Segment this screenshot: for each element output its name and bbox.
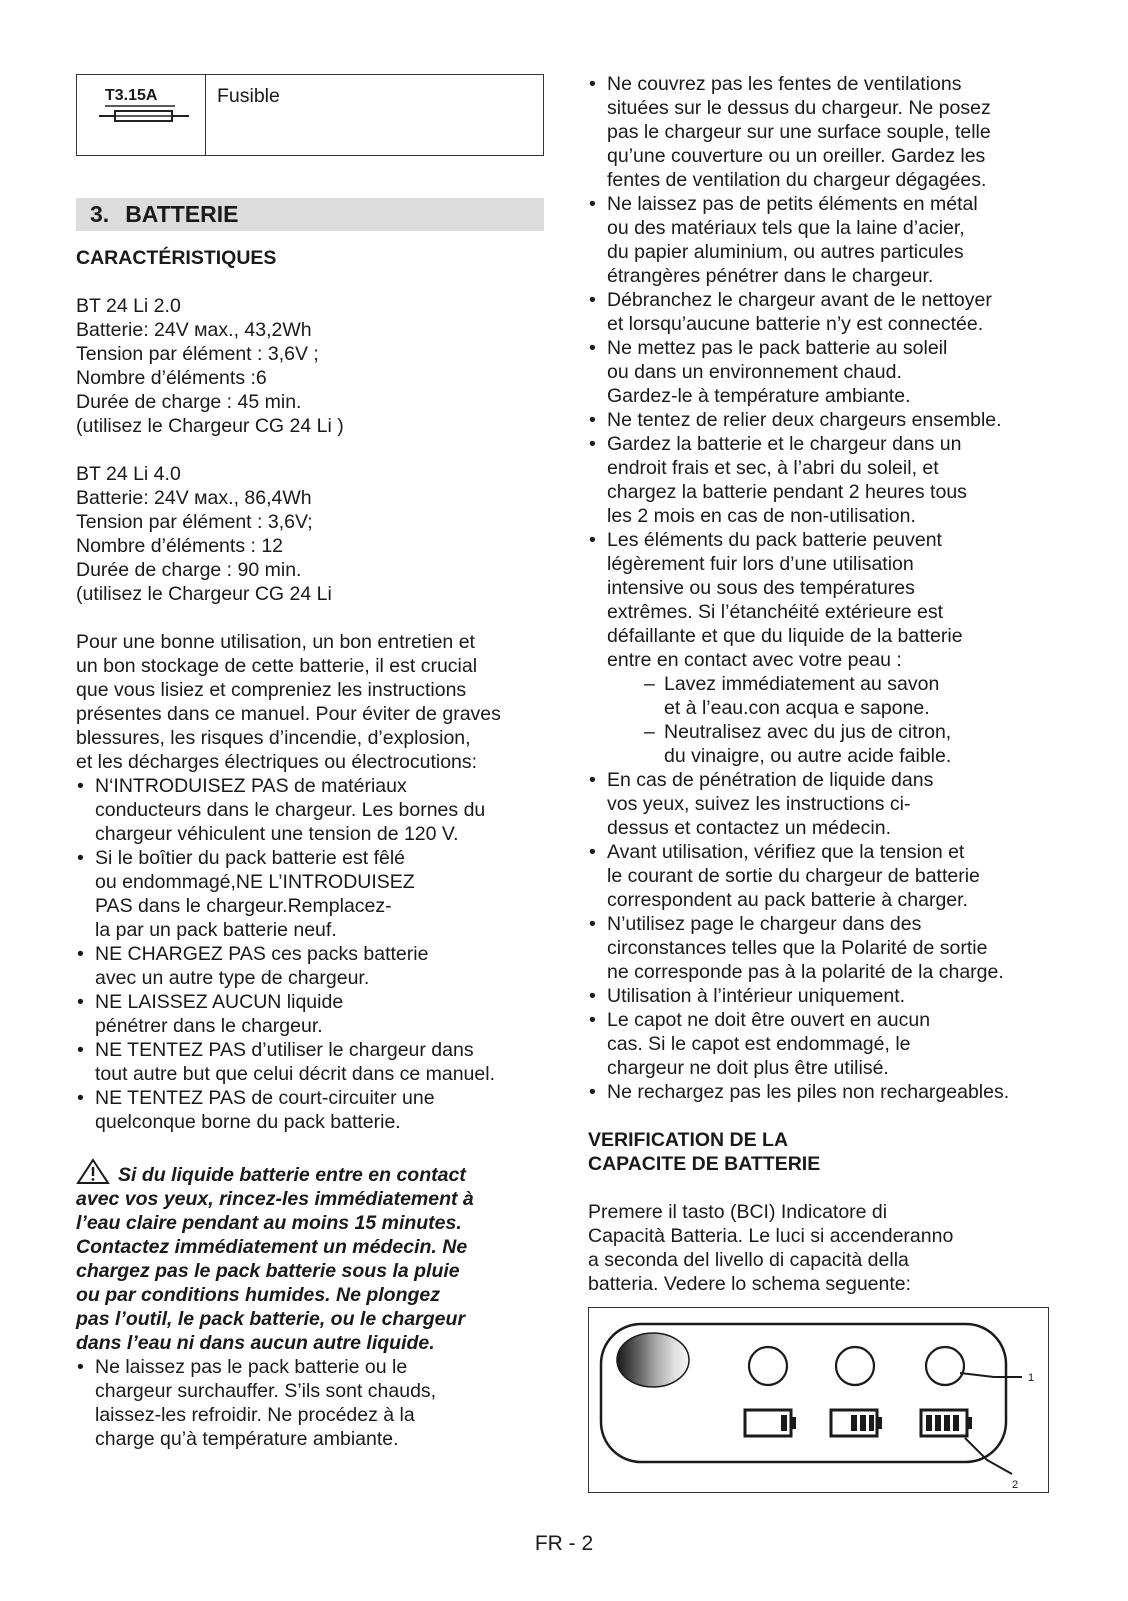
heading-line: CAPACITE DE BATTERIE	[588, 1153, 821, 1175]
right-column	[588, 72, 1058, 1493]
bci-button-icon	[617, 1333, 689, 1387]
text-line: ne corresponde pas à la polarité de la charge.	[607, 961, 1004, 983]
text-line: cas. Si le capot est endommagé, le	[607, 1033, 911, 1055]
text-line: qu’une couverture ou un oreiller. Gardez les	[607, 145, 986, 167]
list-item	[588, 768, 1058, 840]
spec-line: BT 24 Li 4.0	[76, 463, 181, 485]
list-item	[76, 1086, 544, 1134]
text-line: • Ne mettez pas le pack batterie au soleil	[607, 337, 948, 359]
text-line: circonstances telles que la Polarité de sortie	[607, 937, 988, 959]
list-item	[588, 1080, 1058, 1104]
text-line: • Ne laissez pas de petits éléments en métal	[607, 193, 978, 215]
warning-line: chargez pas le pack batterie sous la pluie	[76, 1260, 460, 1282]
dash-list	[607, 672, 1058, 768]
warning-line: dans l’eau ni dans aucun autre liquide.	[76, 1332, 435, 1354]
heading-line: VERIFICATION DE LA	[588, 1129, 789, 1151]
list-item	[588, 72, 1058, 192]
text-line: Capacità Batteria. Le luci si accenderanno	[588, 1225, 954, 1247]
text-line: • NE TENTEZ PAS d’utiliser le chargeur dans	[95, 1039, 474, 1061]
text-line	[76, 1158, 544, 1187]
spec-line: Durée de charge : 90 min.	[76, 559, 302, 581]
text-line: du vinaigre, ou autre acide faible.	[664, 745, 952, 767]
list-item	[588, 984, 1058, 1008]
text-line: • N‘INTRODUISEZ PAS de matériaux	[95, 775, 407, 797]
text-line: que vous lisiez et compreniez les instructions	[76, 679, 467, 701]
text-line: • Si le boîtier du pack batterie est fêlé	[95, 847, 406, 869]
text-line: • Gardez la batterie et le chargeur dans un	[607, 433, 962, 455]
fuse-table	[76, 74, 544, 156]
text-line: vos yeux, suivez les instructions ci-	[607, 793, 911, 815]
spec-line: BT 24 Li 2.0	[76, 295, 181, 317]
led-icon	[926, 1347, 964, 1385]
intro-paragraph	[76, 630, 544, 774]
warning-line: Si du liquide batterie entre en contact	[118, 1164, 466, 1186]
text-line: • Utilisation à l’intérieur uniquement.	[607, 985, 906, 1007]
text-line: PAS dans le chargeur.Remplacez-	[95, 895, 392, 917]
text-line: ou des matériaux tels que la laine d’acier,	[607, 217, 965, 239]
safety-list-left-2	[76, 1355, 544, 1451]
fuse-code: T3.15A	[105, 87, 158, 104]
text-line: charge qu’à température ambiante.	[95, 1428, 399, 1450]
text-line: la par un pack batterie neuf.	[95, 919, 337, 941]
list-item	[588, 336, 1058, 408]
list-item	[76, 774, 544, 846]
spec-line: Tension par élément : 3,6V;	[76, 511, 313, 533]
list-item	[588, 840, 1058, 912]
text-line: pénétrer dans le chargeur.	[95, 1015, 323, 1037]
verification-text	[588, 1200, 1058, 1296]
led-icon	[836, 1347, 874, 1385]
text-line: et à l’eau.con acqua e sapone.	[664, 697, 930, 719]
text-line: les 2 mois en cas de non-utilisation.	[607, 505, 916, 527]
page-number: FR - 2	[534, 1532, 594, 1555]
spec-line: Batterie: 24V мax., 86,4Wh	[76, 487, 312, 509]
spec-line: (utilisez le Chargeur CG 24 Li	[76, 583, 332, 605]
text-line: – Neutralisez avec du jus de citron,	[664, 721, 952, 743]
dash-item	[644, 672, 1058, 720]
text-line: endroit frais et sec, à l’abri du soleil, et	[607, 457, 939, 479]
spec-line: Nombre d’éléments :6	[76, 367, 267, 389]
warning-triangle-icon	[76, 1158, 110, 1185]
left-column	[76, 74, 544, 1451]
section-number: 3.	[90, 201, 110, 227]
list-item	[588, 288, 1058, 336]
bci-diagram	[588, 1307, 1049, 1493]
text-line: • Ne couvrez pas les fentes de ventilations	[607, 73, 962, 95]
list-item	[588, 1008, 1058, 1080]
text-line: batteria. Vedere lo schema seguente:	[588, 1273, 912, 1295]
warning-line: pas l’outil, le pack batterie, ou le chargeur	[76, 1308, 466, 1330]
fuse-symbol-cell	[77, 75, 206, 155]
spec-line: (utilisez le Chargeur CG 24 Li )	[76, 415, 344, 437]
text-line: • Ne tentez de relier deux chargeurs ensemble.	[607, 409, 1002, 431]
text-line: Premere il tasto (BCI) Indicatore di	[588, 1201, 888, 1223]
text-line: extrêmes. Si l’étanchéité extérieure est	[607, 601, 943, 623]
text-line: tout autre but que celui décrit dans ce manuel.	[95, 1063, 495, 1085]
section-heading	[76, 198, 544, 231]
fuse-label: Fusible	[217, 85, 280, 107]
led-icon	[749, 1347, 787, 1385]
specs-heading: CARACTÉRISTIQUES	[76, 247, 277, 269]
list-item	[76, 1355, 544, 1451]
text-line: fentes de ventilation du chargeur dégagées.	[607, 169, 987, 191]
section-title: BATTERIE	[125, 201, 239, 227]
text-line: chargeur surchauffer. S’ils sont chauds,	[95, 1380, 437, 1402]
text-line: intensive ou sous des températures	[607, 577, 915, 599]
text-line: • N’utilisez page le chargeur dans des	[607, 913, 922, 935]
text-line: • Ne laissez pas le pack batterie ou le	[95, 1356, 408, 1378]
text-line: • Les éléments du pack batterie peuvent	[607, 529, 942, 551]
warning-line: ou par conditions humides. Ne plongez	[76, 1284, 441, 1306]
text-line: blessures, les risques d’incendie, d’explosion,	[76, 727, 471, 749]
callout-label-2: 2	[1012, 1479, 1019, 1491]
battery-mid-icon	[831, 1410, 882, 1436]
spec-line: Durée de charge : 45 min.	[76, 391, 302, 413]
callout-label-1: 1	[1028, 1372, 1035, 1384]
text-line: pas le chargeur sur une surface souple, telle	[607, 121, 991, 143]
text-line: Pour une bonne utilisation, un bon entretien et	[76, 631, 475, 653]
text-line: légèrement fuir lors d’une utilisation	[607, 553, 914, 575]
text-line: chargeur véhiculent une tension de 120 V.	[95, 823, 459, 845]
text-line: ou endommagé,NE L’INTRODUISEZ	[95, 871, 415, 893]
fuse-symbol-icon	[77, 75, 205, 135]
text-line: du papier aluminium, ou autres particules	[607, 241, 964, 263]
list-item	[76, 942, 544, 990]
safety-list-left	[76, 774, 544, 1134]
warning-line: Contactez immédiatement un médecin. Ne	[76, 1236, 468, 1258]
text-line: présentes dans ce manuel. Pour éviter de graves	[76, 703, 501, 725]
text-line: défaillante et que du liquide de la batterie	[607, 625, 963, 647]
text-line: • En cas de pénétration de liquide dans	[607, 769, 934, 791]
bci-diagram-svg	[589, 1308, 1048, 1492]
specs-model-1	[76, 294, 544, 438]
list-item	[588, 528, 1058, 768]
text-line: situées sur le dessus du chargeur. Ne posez	[607, 97, 991, 119]
text-line: étrangères pénétrer dans le chargeur.	[607, 265, 934, 287]
text-line: quelconque borne du pack batterie.	[95, 1111, 401, 1133]
text-line: avec un autre type de chargeur.	[95, 967, 370, 989]
text-line: chargez la batterie pendant 2 heures tous	[607, 481, 967, 503]
list-item	[588, 408, 1058, 432]
text-line: conducteurs dans le chargeur. Les bornes du	[95, 799, 486, 821]
list-item	[76, 846, 544, 942]
text-line: laissez-les refroidir. Ne procédez à la	[95, 1404, 415, 1426]
spec-line: Batterie: 24V мax., 43,2Wh	[76, 319, 312, 341]
text-line: correspondent au pack batterie à charger.	[607, 889, 968, 911]
text-line: et lorsqu’aucune batterie n’y est connectée.	[607, 313, 984, 335]
warning-line: l’eau claire pendant au moins 15 minutes.	[76, 1212, 462, 1234]
text-line: un bon stockage de cette batterie, il est crucial	[76, 655, 478, 677]
spec-line: Nombre d’éléments : 12	[76, 535, 284, 557]
list-item	[588, 432, 1058, 528]
text-line: • Le capot ne doit être ouvert en aucun	[607, 1009, 931, 1031]
specs-model-2	[76, 462, 544, 606]
text-line: • NE LAISSEZ AUCUN liquide	[95, 991, 344, 1013]
text-line: ou dans un environnement chaud.	[607, 361, 902, 383]
text-line: – Lavez immédiatement au savon	[664, 673, 940, 695]
safety-list-right	[588, 72, 1058, 1104]
verification-heading	[588, 1128, 1058, 1176]
text-line: chargeur ne doit plus être utilisé.	[607, 1057, 889, 1079]
text-line: le courant de sortie du chargeur de batterie	[607, 865, 980, 887]
text-line: • Avant utilisation, vérifiez que la tension et	[607, 841, 965, 863]
text-line: • NE TENTEZ PAS de court-circuiter une	[95, 1087, 435, 1109]
spec-line: Tension par élément : 3,6V ;	[76, 343, 319, 365]
dash-item	[644, 720, 1058, 768]
text-line: Gardez-le à température ambiante.	[607, 385, 911, 407]
warning-line: avec vos yeux, rincez-les immédiatement à	[76, 1188, 474, 1210]
text-line: • NE CHARGEZ PAS ces packs batterie	[95, 943, 429, 965]
text-line: et les décharges électriques ou électrocutions:	[76, 751, 478, 773]
list-item	[76, 990, 544, 1038]
text-line: • Ne rechargez pas les piles non rechargeables.	[607, 1081, 1010, 1103]
list-item	[588, 192, 1058, 288]
text-line: a seconda del livello di capacità della	[588, 1249, 909, 1271]
battery-low-icon	[745, 1410, 796, 1436]
warning-block	[76, 1158, 544, 1355]
text-line: dessus et contactez un médecin.	[607, 817, 891, 839]
text-line: entre en contact avec votre peau :	[607, 649, 902, 671]
list-item	[76, 1038, 544, 1086]
battery-full-icon	[921, 1410, 972, 1436]
list-item	[588, 912, 1058, 984]
text-line: • Débranchez le chargeur avant de le nettoyer	[607, 289, 992, 311]
